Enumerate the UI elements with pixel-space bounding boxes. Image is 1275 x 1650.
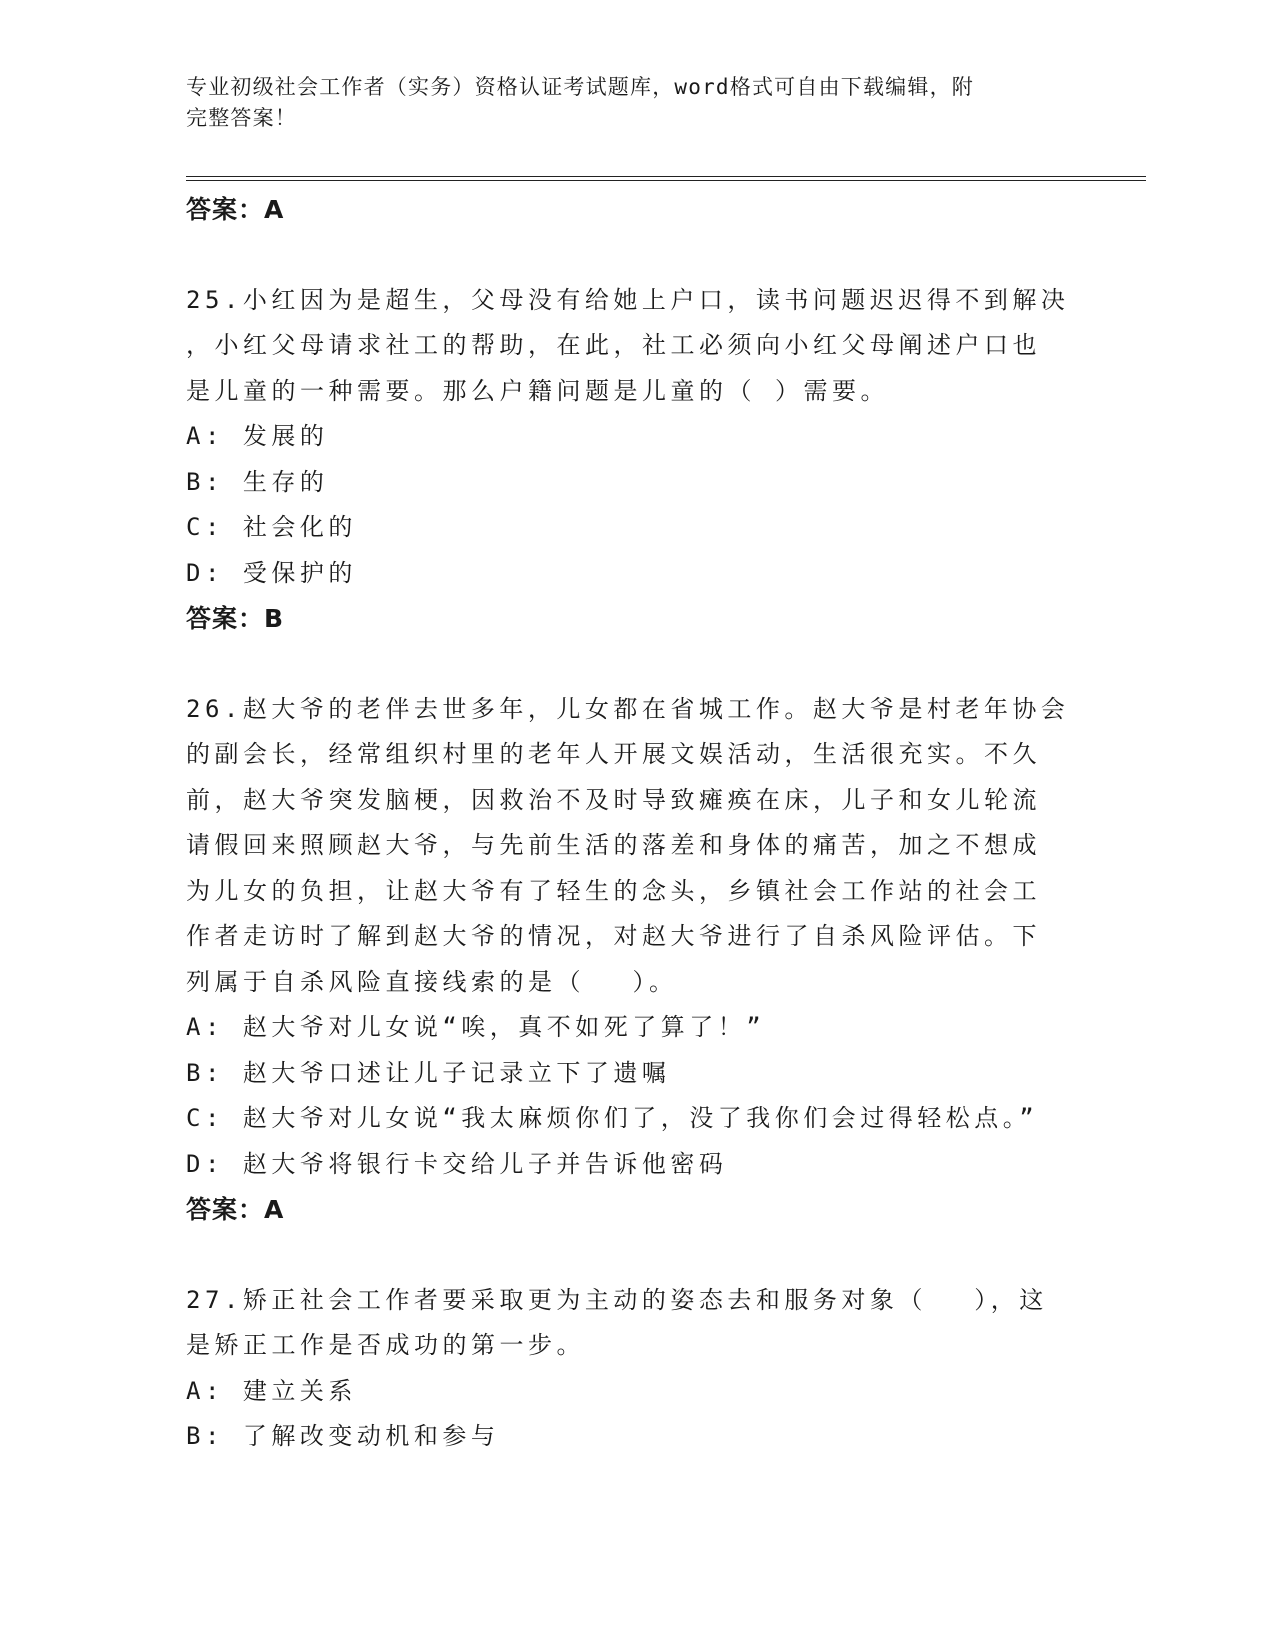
question-text-line: 27.矫正社会工作者要采取更为主动的姿态去和服务对象（ ），这 bbox=[186, 1285, 1048, 1314]
question-text-line: 前，赵大爷突发脑梗，因救治不及时导致瘫痪在床，儿子和女儿轮流 bbox=[186, 785, 1041, 814]
question-26 bbox=[186, 687, 1086, 1233]
answer-label: 答案：B bbox=[186, 604, 285, 633]
option-a: A: 赵大爷对儿女说“唉，真不如死了算了！” bbox=[186, 1013, 766, 1041]
question-text-line: ，小红父母请求社工的帮助，在此，社工必须向小红父母阐述户口也 bbox=[186, 331, 1041, 359]
question-text-line: 列属于自杀风险直接线索的是（ ）。 bbox=[186, 967, 678, 996]
header-divider bbox=[186, 176, 1146, 177]
question-25 bbox=[186, 278, 1086, 642]
header-line-2: 完整答案！ bbox=[186, 106, 297, 130]
option-c: C: 社会化的 bbox=[186, 513, 357, 541]
question-text-line: 请假回来照顾赵大爷，与先前生活的落差和身体的痛苦，加之不想成 bbox=[186, 831, 1041, 859]
question-list bbox=[186, 187, 1086, 1460]
option-d: D: 赵大爷将银行卡交给儿子并告诉他密码 bbox=[186, 1149, 728, 1178]
question-text-line: 25.小红因为是超生，父母没有给她上户口，读书问题迟迟得不到解决 bbox=[186, 285, 1070, 314]
question-27 bbox=[186, 1278, 1086, 1460]
question-text-line: 的副会长，经常组织村里的老年人开展文娱活动，生活很充实。不久 bbox=[186, 740, 1041, 768]
answer-label: 答案：A bbox=[186, 195, 285, 224]
option-d: D: 受保护的 bbox=[186, 558, 357, 587]
option-a: A: 建立关系 bbox=[186, 1376, 357, 1405]
question-text-line: 26.赵大爷的老伴去世多年，儿女都在省城工作。赵大爷是村老年协会 bbox=[186, 694, 1070, 723]
option-b: B: 了解改变动机和参与 bbox=[186, 1422, 500, 1450]
header-line-1: 专业初级社会工作者（实务）资格认证考试题库，word格式可自由下载编辑，附 bbox=[186, 75, 974, 99]
question-text-line: 作者走访时了解到赵大爷的情况，对赵大爷进行了自杀风险评估。下 bbox=[186, 922, 1041, 950]
answer-label: 答案：A bbox=[186, 1195, 285, 1224]
option-c: C: 赵大爷对儿女说“我太麻烦你们了，没了我你们会过得轻松点。” bbox=[186, 1104, 1039, 1132]
option-a: A: 发展的 bbox=[186, 422, 329, 450]
header-divider bbox=[186, 180, 1146, 181]
question-text-line: 是矫正工作是否成功的第一步。 bbox=[186, 1331, 585, 1359]
option-b: B: 生存的 bbox=[186, 467, 329, 496]
question-text-line: 是儿童的一种需要。那么户籍问题是儿童的（ ）需要。 bbox=[186, 376, 889, 405]
document-header bbox=[186, 72, 1066, 134]
question-text-line: 为儿女的负担，让赵大爷有了轻生的念头，乡镇社会工作站的社会工 bbox=[186, 876, 1041, 905]
option-b: B: 赵大爷口述让儿子记录立下了遗嘱 bbox=[186, 1058, 671, 1087]
